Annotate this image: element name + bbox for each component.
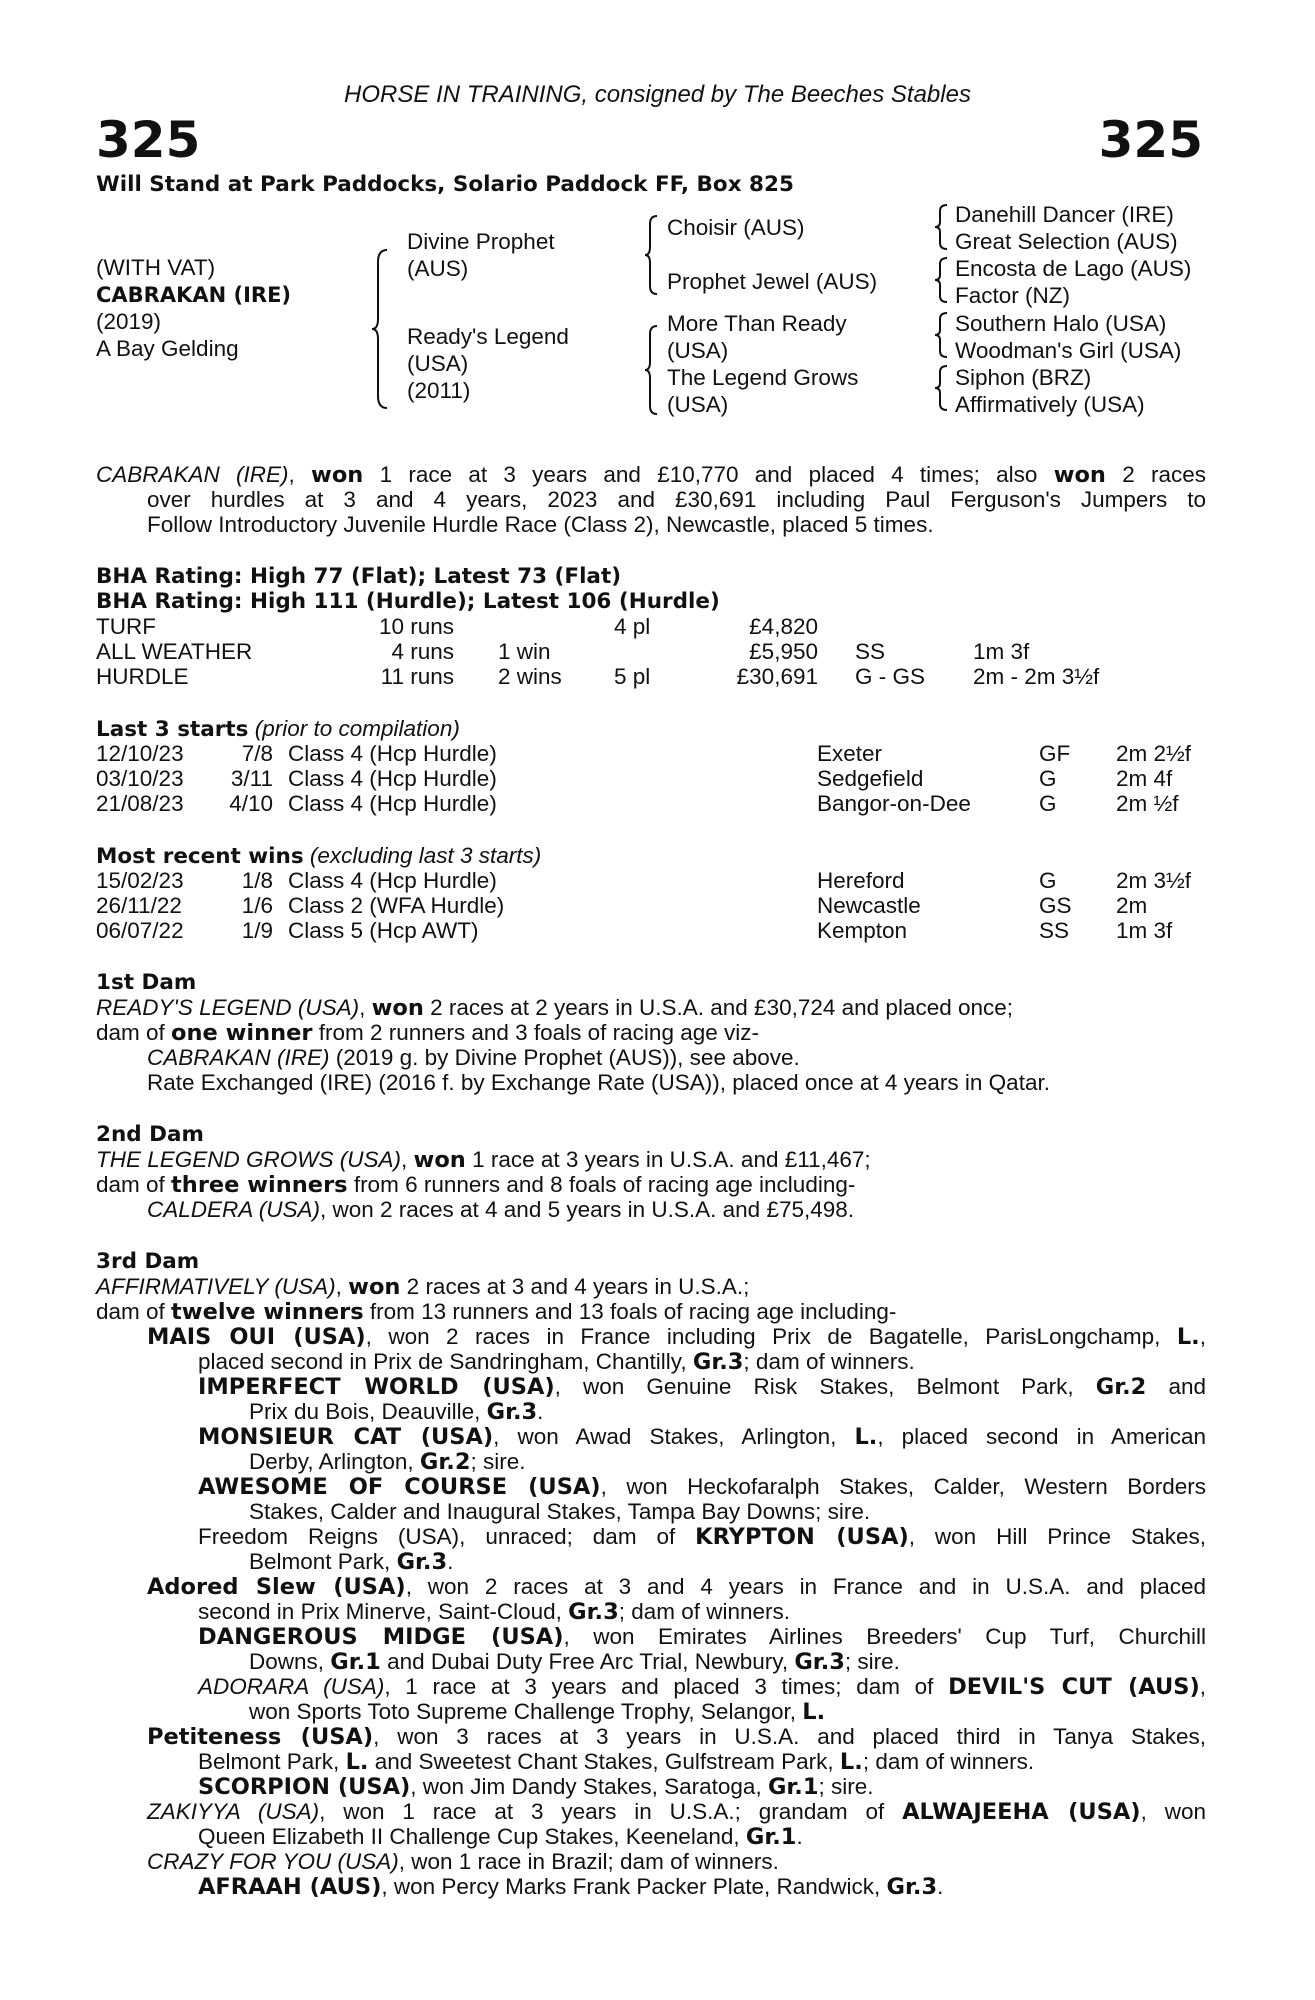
dam-name: Ready's Legend — [407, 324, 569, 349]
list-item-continued — [249, 1649, 900, 1676]
record-going: G - GS — [855, 664, 926, 689]
dam-dam-country: (USA) — [667, 392, 729, 417]
grade-badge: Gr.3 — [886, 1874, 938, 1900]
start-course: Bangor-on-Dee — [817, 791, 971, 816]
progeny-name: SCORPION (USA) — [198, 1774, 411, 1800]
grade-listed: L. — [802, 1699, 826, 1725]
lot-number-left: 325 — [96, 111, 201, 169]
progeny-text: and Dubai Duty Free Arc Trial, Newbury, — [380, 1649, 795, 1674]
record-type: ALL WEATHER — [96, 639, 253, 664]
list-item — [147, 1799, 1206, 1826]
sd-dam: Factor (NZ) — [955, 283, 1070, 308]
progeny-name: CABRAKAN (IRE) — [147, 1045, 330, 1070]
list-item-continued: Stakes, Calder and Inaugural Stakes, Tampa Bay Downs; sire. — [249, 1499, 871, 1524]
ds-dam: Woodman's Girl (USA) — [955, 338, 1182, 363]
progeny-text: , won Jim Dandy Stakes, Saratoga, — [410, 1774, 768, 1799]
punctuation: , — [1199, 1674, 1207, 1699]
record-runs: 10 runs — [378, 614, 454, 639]
grade-badge: Gr.3 — [568, 1599, 619, 1625]
start-going: G — [1039, 766, 1057, 791]
progeny-text: , won 2 races at 4 and 5 years in U.S.A. and £75,498. — [319, 1197, 855, 1222]
progeny-text: ; sire. — [844, 1649, 900, 1674]
ss-dam: Great Selection (AUS) — [955, 229, 1178, 254]
progeny-text: ; dam of winners. — [618, 1599, 791, 1624]
grade-badge: Gr.3 — [794, 1649, 845, 1675]
win-distance: 2m — [1116, 893, 1148, 918]
record-placed: 4 pl — [614, 614, 651, 639]
list-item-continued — [198, 1749, 1034, 1776]
horse-name: CABRAKAN (IRE) — [96, 283, 292, 307]
punctuation: . — [937, 1874, 944, 1899]
sire-sire: Choisir (AUS) — [667, 215, 805, 240]
progeny-name: DANGEROUS MIDGE (USA) — [198, 1624, 564, 1650]
record-distance: 1m 3f — [973, 639, 1030, 664]
dam-dam: The Legend Grows — [667, 365, 859, 390]
list-item-continued — [249, 1549, 453, 1576]
list-item-continued — [198, 1599, 790, 1626]
progeny-text: , won 3 races at 3 years in U.S.A. and placed third in Tanya Stakes, — [373, 1724, 1206, 1749]
start-distance: 2m ½f — [1116, 791, 1179, 816]
win-position: 1/6 — [241, 893, 273, 918]
grade-badge: Gr.1 — [745, 1824, 797, 1850]
start-race: Class 4 (Hcp Hurdle) — [288, 741, 497, 766]
second-dam-line-1: THE LEGEND GROWS (USA), won 1 race at 3 years in U.S.A. and £11,467; — [96, 1147, 871, 1173]
list-item-continued — [249, 1449, 526, 1476]
list-item — [147, 1197, 854, 1223]
progeny-text: Belmont Park, — [249, 1549, 397, 1574]
list-item — [198, 1424, 1206, 1451]
list-item-continued — [198, 1349, 915, 1376]
progeny-name: Adored Slew (USA) — [147, 1574, 406, 1600]
second-dam-damof: dam of — [96, 1172, 172, 1197]
progeny-text: , won Emirates Airlines Breeders' Cup Turf, Churchill — [563, 1624, 1206, 1649]
progeny-name: ZAKIYYA (USA) — [147, 1799, 320, 1824]
start-position: 4/10 — [229, 791, 273, 816]
summary-won: won — [311, 462, 364, 488]
start-date: 03/10/23 — [96, 766, 184, 791]
catalogue-header: HORSE IN TRAINING, consigned by The Beeches Stables — [344, 81, 971, 108]
last3-heading: Last 3 starts — [96, 717, 249, 742]
stand-location: Will Stand at Park Paddocks, Solario Paddock FF, Box 825 — [96, 172, 794, 197]
summary-text-2: 2 races — [1105, 462, 1206, 487]
win-course: Kempton — [817, 918, 908, 943]
progeny-text: , won Awad Stakes, Arlington, — [493, 1424, 855, 1449]
progeny-text: and Sweetest Chant Stakes, Gulfstream Park, — [368, 1749, 840, 1774]
third-dam-line-1: AFFIRMATIVELY (USA), won 2 races at 3 and 4 years in U.S.A.; — [96, 1274, 750, 1300]
grade-badge: Gr.2 — [419, 1449, 471, 1475]
progeny-name: CRAZY FOR YOU (USA) — [147, 1849, 399, 1874]
list-item — [147, 1574, 1206, 1601]
summary-line-1: CABRAKAN (IRE), won 1 race at 3 years and £10,770 and placed 4 times; also won 2 races — [96, 462, 1206, 488]
start-course: Sedgefield — [817, 766, 924, 791]
first-dam-damof: dam of — [96, 1020, 172, 1045]
progeny-name: KRYPTON (USA) — [695, 1524, 909, 1550]
grade-listed: L. — [854, 1424, 878, 1450]
brace-generation-1 — [370, 248, 390, 410]
progeny-name: DEVIL'S CUT (AUS) — [948, 1674, 1200, 1700]
first-dam-line-2 — [96, 1020, 759, 1047]
progeny-text: ; dam of winners. — [743, 1349, 915, 1374]
record-runs: 4 runs — [391, 639, 454, 664]
sd-sire: Encosta de Lago (AUS) — [955, 256, 1192, 281]
start-race: Class 4 (Hcp Hurdle) — [288, 766, 497, 791]
progeny-text: , won 1 race at 3 years in U.S.A.; grandam of — [319, 1799, 903, 1824]
lot-number-right: 325 — [1098, 111, 1203, 169]
dam-sire: More Than Ready — [667, 311, 847, 336]
win-going: SS — [1039, 918, 1070, 943]
punctuation: . — [447, 1549, 454, 1574]
record-money: £4,820 — [749, 614, 818, 639]
progeny-text: , placed second in American — [877, 1424, 1206, 1449]
third-dam-heading: 3rd Dam — [96, 1249, 200, 1274]
list-item — [198, 1374, 1206, 1401]
second-dam-won: won — [413, 1147, 466, 1173]
win-race: Class 5 (Hcp AWT) — [288, 918, 479, 943]
win-distance: 2m 3½f — [1116, 868, 1192, 893]
first-dam-text: 2 races at 2 years in U.S.A. and £30,724 and placed once; — [423, 995, 1014, 1020]
third-dam-winners: twelve winners — [171, 1299, 364, 1325]
record-money: £5,950 — [749, 639, 818, 664]
progeny-name: MONSIEUR CAT (USA) — [198, 1424, 494, 1450]
list-item-continued — [198, 1824, 803, 1851]
win-race: Class 4 (Hcp Hurdle) — [288, 868, 497, 893]
second-dam-winners: three winners — [171, 1172, 348, 1198]
ss-sire: Danehill Dancer (IRE) — [955, 202, 1174, 227]
sire-name: Divine Prophet — [407, 229, 555, 254]
win-course: Hereford — [817, 868, 905, 893]
list-item — [198, 1674, 1206, 1701]
start-position: 7/8 — [241, 741, 273, 766]
second-dam-line-2 — [96, 1172, 855, 1199]
wins-heading: Most recent wins — [96, 844, 304, 869]
summary-text-1: 1 race at 3 years and £10,770 and placed 4 times; also — [363, 462, 1054, 487]
first-dam-runners: from 2 runners and 3 foals of racing age viz- — [312, 1020, 759, 1045]
record-placed: 5 pl — [614, 664, 651, 689]
record-wins: 1 win — [498, 639, 551, 664]
progeny-text: , won 1 race in Brazil; dam of winners. — [398, 1849, 779, 1874]
start-going: G — [1039, 791, 1057, 816]
progeny-text: and — [1146, 1374, 1206, 1399]
progeny-text: ; dam of winners. — [862, 1749, 1035, 1774]
start-course: Exeter — [817, 741, 883, 766]
first-dam-winners: one winner — [171, 1020, 313, 1046]
brace-sire-dam — [933, 256, 949, 304]
dam-country: (USA) — [407, 351, 469, 376]
progeny-text: Prix du Bois, Deauville, — [249, 1399, 487, 1424]
rating-flat: BHA Rating: High 77 (Flat); Latest 73 (Flat) — [96, 564, 622, 589]
record-type: HURDLE — [96, 664, 189, 689]
punctuation: , — [1199, 1324, 1206, 1349]
progeny-text: , won 2 races in France including Prix de Bagatelle, ParisLongchamp, — [365, 1324, 1177, 1349]
progeny-name: MAIS OUI (USA) — [147, 1324, 366, 1350]
grade-badge: Gr.1 — [330, 1649, 381, 1675]
summary-horse-name: CABRAKAN (IRE) — [96, 462, 289, 487]
second-dam-runners: from 6 runners and 8 foals of racing age including- — [347, 1172, 856, 1197]
win-course: Newcastle — [817, 893, 921, 918]
grade-badge: Gr.3 — [692, 1349, 744, 1375]
summary-won-2: won — [1053, 462, 1106, 488]
progeny-name: Petiteness (USA) — [147, 1724, 374, 1750]
horse-description: A Bay Gelding — [96, 336, 239, 361]
start-distance: 2m 4f — [1116, 766, 1173, 791]
sire-dam: Prophet Jewel (AUS) — [667, 269, 878, 294]
start-date: 12/10/23 — [96, 741, 184, 766]
record-money: £30,691 — [736, 664, 818, 689]
progeny-name: CALDERA (USA) — [147, 1197, 320, 1222]
list-item — [198, 1774, 874, 1801]
summary-line-3: Follow Introductory Juvenile Hurdle Race (Class 2), Newcastle, placed 5 times. — [147, 512, 934, 537]
record-wins: 2 wins — [498, 664, 562, 689]
list-item — [147, 1324, 1206, 1351]
progeny-text: Freedom Reigns (USA), unraced; dam of — [198, 1524, 696, 1549]
list-item — [147, 1045, 800, 1071]
win-distance: 1m 3f — [1116, 918, 1173, 943]
progeny-name: ADORARA (USA) — [198, 1674, 385, 1699]
start-date: 21/08/23 — [96, 791, 184, 816]
grade-listed: L. — [1176, 1324, 1200, 1350]
list-item — [147, 1724, 1206, 1751]
progeny-text: , won Heckofaralph Stakes, Calder, Western Borders — [600, 1474, 1206, 1499]
record-runs: 11 runs — [380, 664, 454, 689]
grade-badge: Gr.3 — [396, 1549, 448, 1575]
second-dam-heading: 2nd Dam — [96, 1122, 204, 1147]
progeny-text: Belmont Park, — [198, 1749, 346, 1774]
list-item — [198, 1474, 1206, 1501]
progeny-text: ; sire. — [470, 1449, 526, 1474]
start-race: Class 4 (Hcp Hurdle) — [288, 791, 497, 816]
record-going: SS — [855, 639, 886, 664]
grade-badge: Gr.1 — [767, 1774, 819, 1800]
brace-sire-sire — [933, 203, 949, 251]
progeny-name: AWESOME OF COURSE (USA) — [198, 1474, 601, 1500]
progeny-text: second in Prix Minerve, Saint-Cloud, — [198, 1599, 569, 1624]
progeny-text: , won — [1140, 1799, 1207, 1824]
record-type: TURF — [96, 614, 156, 639]
win-date: 26/11/22 — [96, 893, 182, 918]
dam-sire-country: (USA) — [667, 338, 729, 363]
sire-country: (AUS) — [407, 256, 469, 281]
ds-sire: Southern Halo (USA) — [955, 311, 1167, 336]
record-distance: 2m - 2m 3½f — [973, 664, 1100, 689]
first-dam-name: READY'S LEGEND (USA) — [96, 995, 360, 1020]
punctuation: . — [796, 1824, 803, 1849]
start-position: 3/11 — [230, 766, 273, 791]
win-date: 15/02/23 — [96, 868, 184, 893]
grade-badge: Gr.2 — [1095, 1374, 1147, 1400]
list-item — [198, 1524, 1206, 1551]
wins-note: (excluding last 3 starts) — [309, 843, 542, 868]
list-item — [198, 1874, 943, 1901]
second-dam-text: 1 race at 3 years in U.S.A. and £11,467; — [465, 1147, 871, 1172]
win-position: 1/9 — [241, 918, 273, 943]
dd-sire: Siphon (BRZ) — [955, 365, 1092, 390]
grade-listed: L. — [345, 1749, 369, 1775]
grade-listed: L. — [839, 1749, 863, 1775]
progeny-text: , won 2 races at 3 and 4 years in France and in U.S.A. and placed — [405, 1574, 1206, 1599]
wins-heading-line — [96, 843, 541, 870]
progeny-text: Downs, — [249, 1649, 331, 1674]
third-dam-line-2 — [96, 1299, 896, 1326]
horse-year: (2019) — [96, 309, 162, 334]
progeny-text: won Sports Toto Supreme Challenge Trophy, Selangor, — [249, 1699, 803, 1724]
brace-dam-sire — [933, 311, 949, 359]
list-item-continued — [249, 1399, 543, 1426]
win-position: 1/8 — [241, 868, 273, 893]
first-dam-heading: 1st Dam — [96, 970, 197, 995]
win-going: G — [1039, 868, 1057, 893]
win-going: GS — [1039, 893, 1072, 918]
dam-year: (2011) — [407, 378, 471, 403]
progeny-text: , 1 race at 3 years and placed 3 times; dam of — [384, 1674, 949, 1699]
progeny-text: placed second in Prix de Sandringham, Chantilly, — [198, 1349, 693, 1374]
punctuation: . — [537, 1399, 544, 1424]
progeny-text: , won Genuine Risk Stakes, Belmont Park, — [554, 1374, 1096, 1399]
progeny-text: , won Hill Prince Stakes, — [908, 1524, 1206, 1549]
third-dam-text: 2 races at 3 and 4 years in U.S.A.; — [400, 1274, 750, 1299]
progeny-text: ; sire. — [818, 1774, 874, 1799]
list-item-continued — [249, 1699, 825, 1726]
progeny-name: IMPERFECT WORLD (USA) — [198, 1374, 555, 1400]
progeny-text: Derby, Arlington, — [249, 1449, 420, 1474]
win-date: 06/07/22 — [96, 918, 184, 943]
list-item — [147, 1849, 779, 1875]
start-distance: 2m 2½f — [1116, 741, 1192, 766]
win-race: Class 2 (WFA Hurdle) — [288, 893, 505, 918]
first-dam-won: won — [371, 995, 424, 1021]
third-dam-name: AFFIRMATIVELY (USA) — [96, 1274, 336, 1299]
summary-line-2: over hurdles at 3 and 4 years, 2023 and £30,691 including Paul Ferguson's Jumpers to — [147, 487, 1206, 512]
third-dam-won: won — [348, 1274, 401, 1300]
list-item: Rate Exchanged (IRE) (2016 f. by Exchange Rate (USA)), placed once at 4 years in Qatar. — [147, 1070, 1050, 1095]
start-going: GF — [1039, 741, 1071, 766]
brace-sire — [643, 214, 659, 296]
list-item — [198, 1624, 1206, 1651]
progeny-text: , won Percy Marks Frank Packer Plate, Randwick, — [381, 1874, 887, 1899]
brace-dam-dam — [933, 364, 949, 412]
first-dam-line-1: READY'S LEGEND (USA), won 2 races at 2 years in U.S.A. and £30,724 and placed once; — [96, 995, 1014, 1021]
last3-note: (prior to compilation) — [254, 716, 460, 741]
third-dam-damof: dam of — [96, 1299, 172, 1324]
progeny-name: AFRAAH (AUS) — [198, 1874, 382, 1900]
vat-label: (WITH VAT) — [96, 255, 216, 280]
progeny-name: ALWAJEEHA (USA) — [902, 1799, 1141, 1825]
rating-hurdle: BHA Rating: High 111 (Hurdle); Latest 106 (Hurdle) — [96, 589, 720, 614]
grade-badge: Gr.3 — [486, 1399, 538, 1425]
third-dam-runners: from 13 runners and 13 foals of racing age including- — [363, 1299, 897, 1324]
second-dam-name: THE LEGEND GROWS (USA) — [96, 1147, 402, 1172]
last3-heading-line — [96, 716, 460, 743]
dd-dam: Affirmatively (USA) — [955, 392, 1145, 417]
brace-dam — [643, 324, 659, 416]
progeny-text: (2019 g. by Divine Prophet (AUS)), see above. — [329, 1045, 800, 1070]
progeny-text: Queen Elizabeth II Challenge Cup Stakes, Keeneland, — [198, 1824, 746, 1849]
